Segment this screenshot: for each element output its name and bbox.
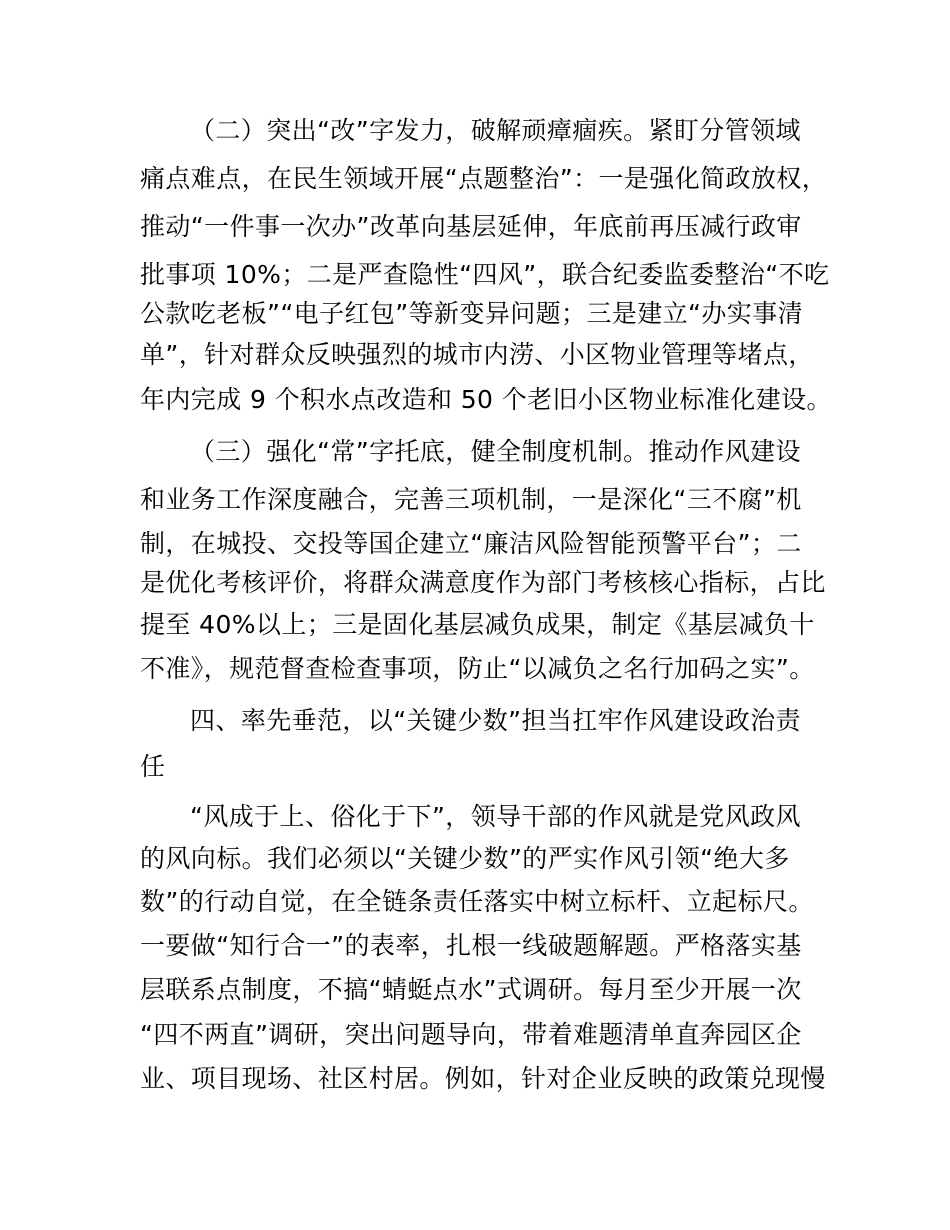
section-heading-line-1: 四、率先垂范，以“关键少数”担当扛牢作风建设政治责 (190, 706, 801, 735)
paragraph-4-line-4: 一要做“知行合一”的表率，扎根一线破题解题。严格落实基 (140, 931, 802, 960)
paragraph-2-line-1: （二）突出“改”字发力，破解顽瘴痼疾。紧盯分管领域 (190, 116, 801, 145)
paragraph-4-line-7: 业、项目现场、社区村居。例如，针对企业反映的政策兑现慢 (140, 1064, 826, 1093)
paragraph-2-line-4: 批事项 10%；二是严查隐性“四风”，联合纪委监委整治“不吃 (140, 260, 830, 289)
paragraph-3-line-5: 提至 40%以上；三是固化基层减负成果，制定《基层减负十 (140, 610, 815, 639)
paragraph-4-line-6: “四不两直”调研，突出问题导向，带着难题清单直奔园区企 (140, 1020, 802, 1049)
section-heading-line-2: 任 (140, 752, 166, 781)
paragraph-4-line-5: 层联系点制度，不搞“蜻蜓点水”式调研。每月至少开展一次 (140, 975, 802, 1004)
paragraph-3-line-3: 制，在城投、交投等国企建立“廉洁风险智能预警平台”；二 (140, 529, 802, 558)
paragraph-2-line-6: 单”，针对群众反映强烈的城市内涝、小区物业管理等堵点， (140, 340, 814, 369)
paragraph-4-line-3: 数”的行动自觉，在全链条责任落实中树立标杆、立起标尺。 (140, 887, 814, 916)
paragraph-2-line-3: 推动“一件事一次办”改革向基层延伸，年底前再压减行政审 (140, 212, 802, 241)
paragraph-2-line-7: 年内完成 9 个积水点改造和 50 个老旧小区物业标准化建设。 (140, 385, 832, 414)
paragraph-2-line-5: 公款吃老板”“电子红包”等新变异问题；三是建立“办实事清 (140, 299, 804, 328)
paragraph-3-line-1: （三）强化“常”字托底，健全制度机制。推动作风建设 (190, 437, 801, 466)
paragraph-3-line-4: 是优化考核评价，将群众满意度作为部门考核核心指标，占比 (140, 568, 826, 597)
paragraph-3-line-2: 和业务工作深度融合，完善三项机制，一是深化“三不腐”机 (140, 485, 802, 514)
paragraph-4-line-2: 的风向标。我们必须以“关键少数”的严实作风引领“绝大多 (140, 844, 790, 873)
paragraph-3-line-6: 不准》，规范督查检查事项，防止“以减负之名行加码之实”。 (140, 654, 815, 683)
paragraph-4-line-1: “风成于上、俗化于下”，领导干部的作风就是党风政风 (190, 802, 801, 831)
paragraph-2-line-2: 痛点难点，在民生领域开展“点题整治”：一是强化简政放权， (140, 164, 828, 193)
